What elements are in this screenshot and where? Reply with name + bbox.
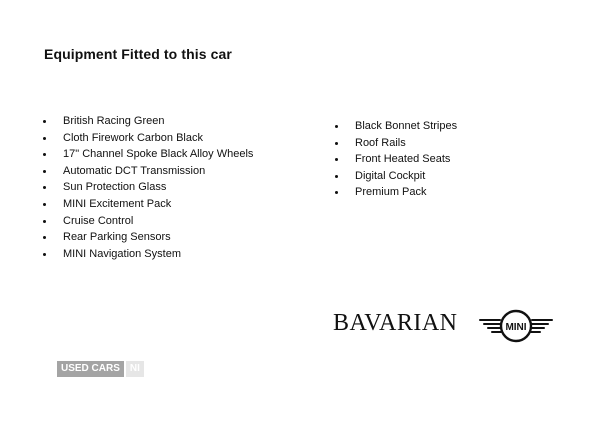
used-cars-badge xyxy=(57,361,144,377)
dealer-logo xyxy=(333,310,457,337)
list-item: Cruise Control xyxy=(43,213,253,230)
list-item: Sun Protection Glass xyxy=(43,179,253,196)
list-item: British Racing Green xyxy=(43,113,253,130)
equipment-list-left xyxy=(43,113,253,262)
mini-logo-icon xyxy=(478,306,554,351)
dealer-name: BAVARIAN xyxy=(333,310,458,336)
list-item: Cloth Firework Carbon Black xyxy=(43,130,253,147)
list-item: Automatic DCT Transmission xyxy=(43,163,253,180)
list-item: Black Bonnet Stripes xyxy=(335,118,457,135)
equipment-title: Equipment Fitted to this car xyxy=(44,46,232,62)
list-item: MINI Excitement Pack xyxy=(43,196,253,213)
mini-logo-text: MINI xyxy=(505,322,527,333)
list-item: 17" Channel Spoke Black Alloy Wheels xyxy=(43,146,253,163)
equipment-list-right xyxy=(335,118,457,201)
list-item: Digital Cockpit xyxy=(335,168,457,185)
badge-sub-label: NI xyxy=(126,361,144,377)
list-item: Premium Pack xyxy=(335,184,457,201)
list-item: Roof Rails xyxy=(335,135,457,152)
list-item: MINI Navigation System xyxy=(43,246,253,263)
list-item: Rear Parking Sensors xyxy=(43,229,253,246)
badge-main-label: USED CARS xyxy=(57,361,124,377)
list-item: Front Heated Seats xyxy=(335,151,457,168)
